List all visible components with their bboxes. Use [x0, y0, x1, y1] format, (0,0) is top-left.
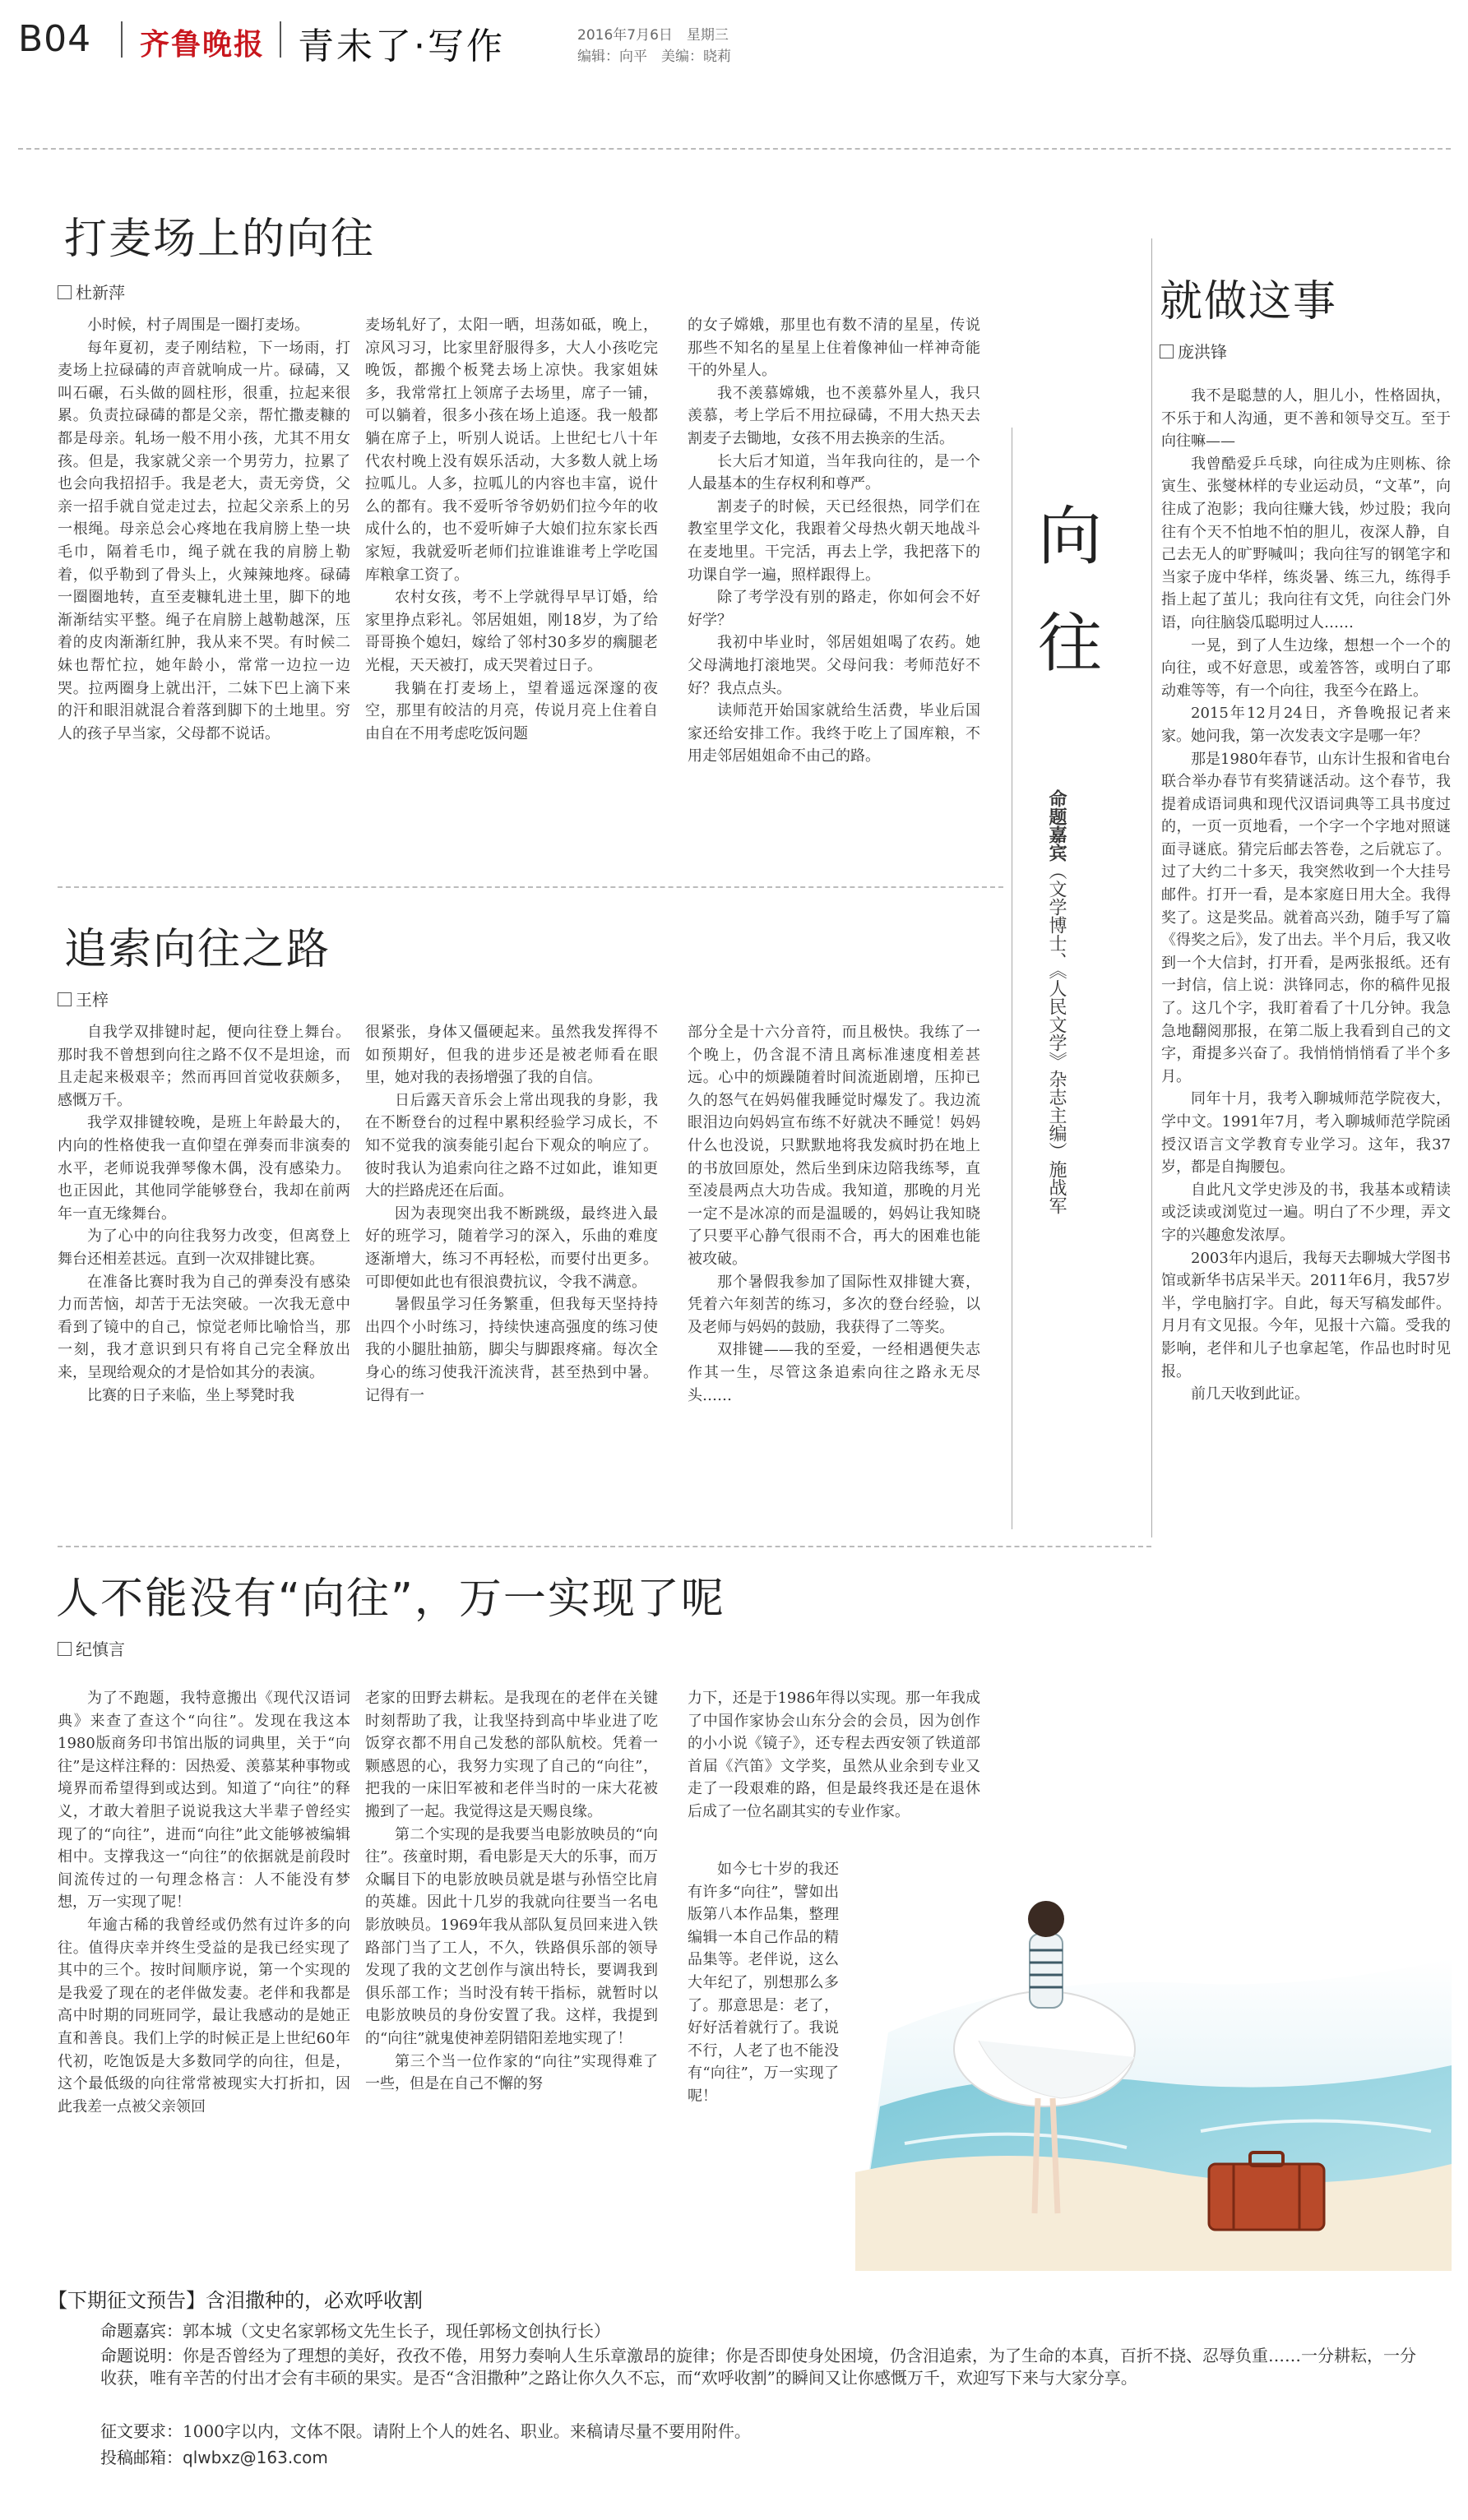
suitcase: [1209, 2152, 1324, 2230]
article-3-title: 人不能没有“向往”，万一实现了呢: [56, 1574, 725, 1624]
guest-label: 命题嘉宾：: [100, 2321, 183, 2341]
paragraph: 前几天收到此证。: [1191, 1385, 1309, 1403]
paragraph: 为了不跑题，我特意搬出《现代汉语词典》来查了查这个“向往”。发现在我这本1980版商务印书馆出版的词典里，关于“向往”是这样注释的：因热爱、羡慕某种事物或境界而希望得到或达到。知道了“向往”的释义，才敢大着胆子说说我这大半辈子曾经实现了的“向往”，进而“向往”此文能够被编辑相中。支撑我这一“向往”的依据就是前段时间流传过的一句理念格言：人不能没有梦想，万一实现了呢！: [58, 1690, 350, 1912]
email-label: 投稿邮箱：: [100, 2448, 183, 2467]
article-2-author: 王梓: [58, 987, 109, 1010]
paragraph: 自我学双排键时起，便向往登上舞台。那时我不曾想到向往之路不仅不是坦途，而且走起来极艰辛；然而再回首觉收获颇多，感慨万千。: [58, 1024, 350, 1109]
theme-credit-label: 命题嘉宾: [1046, 789, 1067, 862]
requirements-value: 1000字以内，文体不限。请附上个人的姓名、职业。来稿请尽量不要用附件。: [183, 2421, 751, 2441]
paragraph: 我躺在打麦场上，望着遥远深邃的夜空，那里有皎洁的月亮，传说月亮上住着自由自在不用考虑吃饭问题: [365, 679, 658, 742]
article-3-column-3: [688, 1687, 980, 1852]
page-number: B04: [18, 18, 92, 60]
article-2-column-1: [58, 1021, 350, 1544]
paragraph: 那是1980年春节，山东计生报和省电台联合举办春节有奖猜谜活动。这个春节，我提着成语词典和现代汉语词典等工具书度过的，一页一页地看，一个字一个字地对照谜面寻谜底。猜完后邮去答卷，之后就忘了。过了大约二十多天，我突然收到一个大挂号邮件。打开一看，是本家庭日用大全。我得奖了。这是奖品。就着高兴劲，随手写了篇《得奖之后》，发了出去。半个月后，我又收到一个大信封，打开看，是两张报纸。还有一封信，信上说：洪锋同志，你的稿件见报了。这几个字，我盯着看了十几分钟。我急急地翻阅那报，在第二版上我看到自己的文字，甭提多兴奋了。我悄悄悄悄看了半个多月。: [1161, 750, 1451, 1085]
paragraph: 读师范开始国家就给生活费，毕业后国家还给安排工作。我终于吃上了国库粮，不用走邻居姐姐命不由己的路。: [688, 702, 980, 765]
paragraph: 第二个实现的是我要当电影放映员的“向往”。孩童时期，看电影是天大的乐事，而万众瞩目下的电影放映员就是堪与孙悟空比肩的英雄。因此十几岁的我就向往要当一名电影放映员。1969年我从部队复员回来进入铁路部门当了工人，不久，铁路俱乐部的领导发现了我的文艺创作与演出特长，要调我到俱乐部工作；当时没有转干指标，就暂时以电影放映员的身份安置了我。这样，我提到的“向往”就鬼使神差阴错阳差地实现了！: [365, 1825, 658, 2047]
paragraph: 很紧张，身体又僵硬起来。虽然我发挥得不如预期好，但我的进步还是被老师看在眼里，她对我的表扬增强了我的自信。: [365, 1024, 658, 1087]
theme-title-char-2: 往: [1038, 607, 1103, 681]
theme-credit: [1044, 789, 1067, 1214]
paragraph: 日后露天音乐会上常出现我的身影，我在不断登台的过程中累积经验学习成长，不知不觉我的演奏能引起台下观众的响应了。彼时我认为追索向往之路不过如此，谁知更大的拦路虎还在后面。: [365, 1091, 658, 1200]
article-4-title: 就做这事: [1160, 277, 1338, 326]
paragraph: 麦场轧好了，太阳一晒，坦荡如砥，晚上，凉风习习，比家里舒服得多，大人小孩吃完晚饭，都搬个板凳去场上凉快。我家姐妹多，我常常扛上领席子去场里，席子一铺，可以躺着，很多小孩在场上追逐。我一般都躺在席子上，听别人说话。上世纪七八十年代农村晚上没有娱乐活动，大多数人就上场拉呱儿。人多，拉呱儿的内容也丰富，说什么的都有。我不爱听爷爷奶奶们拉今年的收成什么的，也不爱听婶子大娘们拉东家长西家短，我就爱听老师们拉谁谁谁考上学吃国库粮拿工资了。: [365, 317, 658, 584]
paragraph: 比赛的日子来临，坐上琴凳时我: [87, 1386, 294, 1404]
paragraph: 因为表现突出我不断跳级，最终进入最好的班学习，随着学习的深入，乐曲的难度逐渐增大，练习不再轻松，而要付出更多。可即便如此也有很浪费抗议，令我不满意。: [365, 1205, 658, 1291]
beach-girl-illustration: [855, 1860, 1452, 2271]
paragraph: 双排键——我的至爱，一经相遇便失志作其一生，尽管这条追索向往之路永无尽头……: [688, 1341, 980, 1404]
article-1-title: 打麦场上的向往: [64, 215, 376, 264]
masthead: [18, 15, 1449, 72]
paragraph: 老家的田野去耕耘。是我现在的老伴在关键时刻帮助了我，让我坚持到高中毕业进了吃饭穿衣都不用自己发愁的部队航校。凭着一颗感恩的心，我努力实现了自己的“向往”，把我的一床旧军被和老伴当时的一床大花被搬到了一起。我觉得这是天赐良缘。: [365, 1690, 658, 1820]
column-divider: [1151, 238, 1152, 1537]
section-divider: [58, 1546, 1151, 1547]
paragraph: 小时候，村子周围是一圈打麦场。: [87, 317, 309, 334]
masthead-divider: [280, 21, 281, 58]
paragraph: 一晃，到了人生边缘，想想一个一个的向往，或不好意思，或羞答答，或明白了耶动难等等，有一个向往，我至今在路上。: [1161, 636, 1451, 700]
paragraph: 长大后才知道，当年我向往的，是一个人最基本的生存权利和尊严。: [688, 452, 980, 493]
article-1-column-3: [688, 314, 980, 860]
paragraph: 我不是聪慧的人，胆儿小，性格固执，不乐于和人沟通，更不善和领导交互。至于向往嘛——: [1161, 387, 1451, 451]
paragraph: 那个暑假我参加了国际性双排键大赛，凭着六年刻苦的练习，多次的登台经验，以及老师与妈妈的鼓励，我获得了二等奖。: [688, 1273, 980, 1336]
next-topic-title: 【下期征文预告】含泪撒种的，必欢呼收割: [48, 2289, 423, 2312]
description-row: [100, 2345, 1424, 2389]
editor-credits: 编辑：向平 美编：晓莉: [577, 49, 731, 65]
paragraph: 如今七十岁的我还有许多“向往”，譬如出版第八本作品集，整理编辑一本自己作品的精品集等。老伴说，这么大年纪了，别想那么多了。那意思是：老了，好好活着就行了。我说不行，人老了也不能没有“向往”，万一实现了呢！: [688, 1861, 839, 2105]
paragraph: 每年夏初，麦子刚结粒，下一场雨，打麦场上拉碌碡的声音就响成一片。碌碡，又叫石碾，石头做的圆柱形，很重，拉起来很累。负责拉碌碡的都是父亲，帮忙撒麦糠的都是母亲。轧场一般不用小孩，尤其不用女孩。但是，我家就父亲一个男劳力，拉累了也会向我招招手。我是老大，责无旁贷，父亲一招手就自觉走过去，拉起父亲系上的另一根绳。母亲总会心疼地在我肩膀上垫一块毛巾，隔着毛巾，绳子就在我的肩膀上勒着，似乎勒到了骨头上，火辣辣地疼。碌碡一圈圈地转，直至麦糠轧进土里，脚下的地渐渐结实平整。绳子在肩膀上越勒越深，压着的皮肉渐渐红肿，我从来不哭。有时候二妹也帮忙拉，她年龄小，常常一边拉一边哭。拉两圈身上就出汗，二妹下巴上滴下来的汗和眼泪就混合着落到脚下的土地里。穷人的孩子早当家，父母都不说话。: [58, 339, 350, 742]
paragraph: 第三个当一位作家的“向往”实现得难了一些，但是在自己不懈的努: [365, 2052, 658, 2093]
paragraph: 2015年12月24日，齐鲁晚报记者来家。她问我，第一次发表文字是哪一年？: [1161, 705, 1451, 745]
article-2-column-3: [688, 1021, 980, 1544]
article-1-column-2: [365, 314, 658, 860]
paragraph: 我初中毕业时，邻居姐姐喝了农药。她父母满地打滚地哭。父母问我：考师范好不好？我点点头。: [688, 634, 980, 697]
paragraph: 部分全是十六分音符，而且极快。我练了一个晚上，仍含混不清且离标准速度相差甚远。心中的烦躁随着时间流逝剧增，压抑已久的怒气在妈妈催我睡觉时爆发了。我边流眼泪边向妈妈宣布练不好就决不睡觉！妈妈什么也没说，只默默地将我发疯时扔在地上的书放回原处，然后坐到床边陪我练琴，直至凌晨两点大功告成。我知道，那晚的月光一定不是冰凉的而是温暖的，妈妈让我知晓了只要平心静气很雨不合，再大的困难也能被攻破。: [688, 1024, 980, 1268]
article-4-column: [1161, 385, 1451, 1955]
article-1-column-1: [58, 314, 350, 860]
theme-credit-body: （文学博士、《人民文学》杂志主编）施战军: [1046, 862, 1067, 1214]
paragraph: 2003年内退后，我每天去聊城大学图书馆或新华书店呆半天。2011年6月，我57岁半，学电脑打字。自此，每天写稿发邮件。月月有文见报。今年，见报十六篇。受我的影响，老伴和儿子也拿起笔，作品也时时见报。: [1161, 1249, 1451, 1380]
call-for-submissions: [18, 2279, 1449, 2508]
paragraph: 自此凡文学史涉及的书，我基本或精读或泛读或浏览过一遍。明白了不少理，弄文字的兴趣愈发浓厚。: [1161, 1181, 1451, 1244]
section-divider: [58, 886, 1003, 888]
guest-value: 郭本城（文史名家郭杨文先生长子，现任郭杨文创执行长）: [183, 2321, 610, 2341]
issue-date: 2016年7月6日 星期三: [577, 27, 729, 44]
description-label: 命题说明：: [100, 2346, 183, 2365]
requirements-label: 征文要求：: [100, 2421, 183, 2441]
paragraph: 农村女孩，考不上学就得早早订婚，给家里挣点彩礼。邻居姐姐，刚18岁，为了给哥哥换个媳妇，嫁给了邻村30多岁的瘸腿老光棍，天天被打，成天哭着过日子。: [365, 589, 658, 674]
article-2-column-2: [365, 1021, 658, 1544]
paragraph: 在准备比赛时我为自己的弹奏没有感染力而苦恼，却苦于无法突破。一次我无意中看到了镜中的自己，惊觉老师比喻恰当，那一刻，我才意识到只有将自己完全释放出来，呈现给观众的才是恰如其分的表演。: [58, 1273, 350, 1381]
top-divider: [18, 148, 1451, 150]
paragraph: 割麦子的时候，天已经很热，同学们在教室里学文化，我跟着父母热火朝天地战斗在麦地里。干完活，再去上学，我把落下的功课自学一遍，照样跟得上。: [688, 497, 980, 584]
paragraph: 我曾酷爱乒乓球，向往成为庄则栋、徐寅生、张燮林样的专业运动员，“文革”，向往成了泡影；我向往赚大钱，炒过股；我向往有个天不怕地不怕的胆儿，夜深人静，自己去无人的旷野喊叫；我向往写的钢笔字和当家子庞中华样，练炎暑、练三九，练得手指上起了茧儿；我向往有文凭，向往会门外语，向往脑袋瓜聪明过人……: [1161, 455, 1451, 631]
masthead-divider: [121, 21, 123, 58]
paragraph: 同年十月，我考入聊城师范学院夜大，学中文。1991年7月，考入聊城师范学院函授汉语言文学教育专业学习。这年，我37岁，都是自掏腰包。: [1161, 1090, 1451, 1177]
article-4-author: 庞洪锋: [1160, 339, 1227, 363]
guest-row: [100, 2320, 1424, 2342]
article-3-column-1: [58, 1687, 350, 2261]
newspaper-logo: 齐鲁晚报: [140, 27, 266, 62]
paragraph: 暑假虽学习任务繁重，但我每天坚持持出四个小时练习，持续快速高强度的练习使我的小腿肚抽筋，脚尖与脚跟疼痛。每次全身心的练习使我汗流浃背，甚至热到中暑。记得有一: [365, 1296, 658, 1404]
article-3-column-2: [365, 1687, 658, 2261]
description-value: 你是否曾经为了理想的美好，孜孜不倦，用努力奏响人生乐章激昂的旋律；你是否即使身处困境，仍含泪追索，为了生命的本真，百折不挠、忍辱负重……一分耕耘，一分收获，唯有辛苦的付出才会有丰硕的果实。是否“含泪撒种”之路让你久久不忘，而“欢呼收割”的瞬间又让你感慨万千，欢迎写下来与大家分享。: [100, 2346, 1416, 2388]
article-2-title: 追索向往之路: [64, 925, 331, 974]
email-row: [100, 2447, 1424, 2469]
paragraph: 年逾古稀的我曾经或仍然有过许多的向往。值得庆幸并终生受益的是我已经实现了其中的三个。按时间顺序说，第一个实现的是我爱了现在的老伴做发妻。老伴和我都是高中时期的同班同学，最让我感动的是她正直和善良。我们上学的时候正是上世纪60年代初，吃饱饭是大多数同学的向往，但是，这个最低级的向往常常被现实大打折扣，因此我差一点被父亲领回: [58, 1916, 350, 2115]
paragraph: 为了心中的向往我努力改变，但离登上舞台还相差甚远。直到一次双排键比赛。: [58, 1228, 350, 1268]
requirements-row: [100, 2421, 1424, 2443]
submission-email-link[interactable]: qlwbxz@163.com: [183, 2448, 328, 2467]
article-3-column-3-narrow: [688, 1858, 839, 2263]
theme-title-char-1: 向: [1038, 500, 1103, 574]
paragraph: 我不羡慕嫦娥，也不羡慕外星人，我只羡慕，考上学后不用拉碌碡，不用大热天去割麦子去锄地，女孩不用去换亲的生活。: [688, 384, 980, 447]
paragraph: 的女子嫦娥，那里也有数不清的星星，传说那些不知名的星星上住着像神仙一样神奇能干的外星人。: [688, 317, 980, 380]
paragraph: 力下，还是于1986年得以实现。那一年我成了中国作家协会山东分会的会员，因为创作的小小说《镜子》，还专程去西安领了铁道部首届《汽笛》文学奖，虽然从业余到专业又走了一段艰难的路，但是最终我还是在退休后成了一位名副其实的专业作家。: [688, 1690, 980, 1820]
paragraph: 除了考学没有别的路走，你如何会不好好学？: [688, 589, 980, 629]
section-title: 青未了·写作: [298, 25, 505, 67]
article-3-author: 纪慎言: [58, 1636, 125, 1660]
paragraph: 我学双排键较晚，是班上年龄最大的，内向的性格使我一直仰望在弹奏而非演奏的水平，老师说我弹琴像木偶，没有感染力。也正因此，其他同学能够登台，我却在前两年一直无缘舞台。: [58, 1114, 350, 1223]
article-1-author: 杜新萍: [58, 280, 125, 303]
